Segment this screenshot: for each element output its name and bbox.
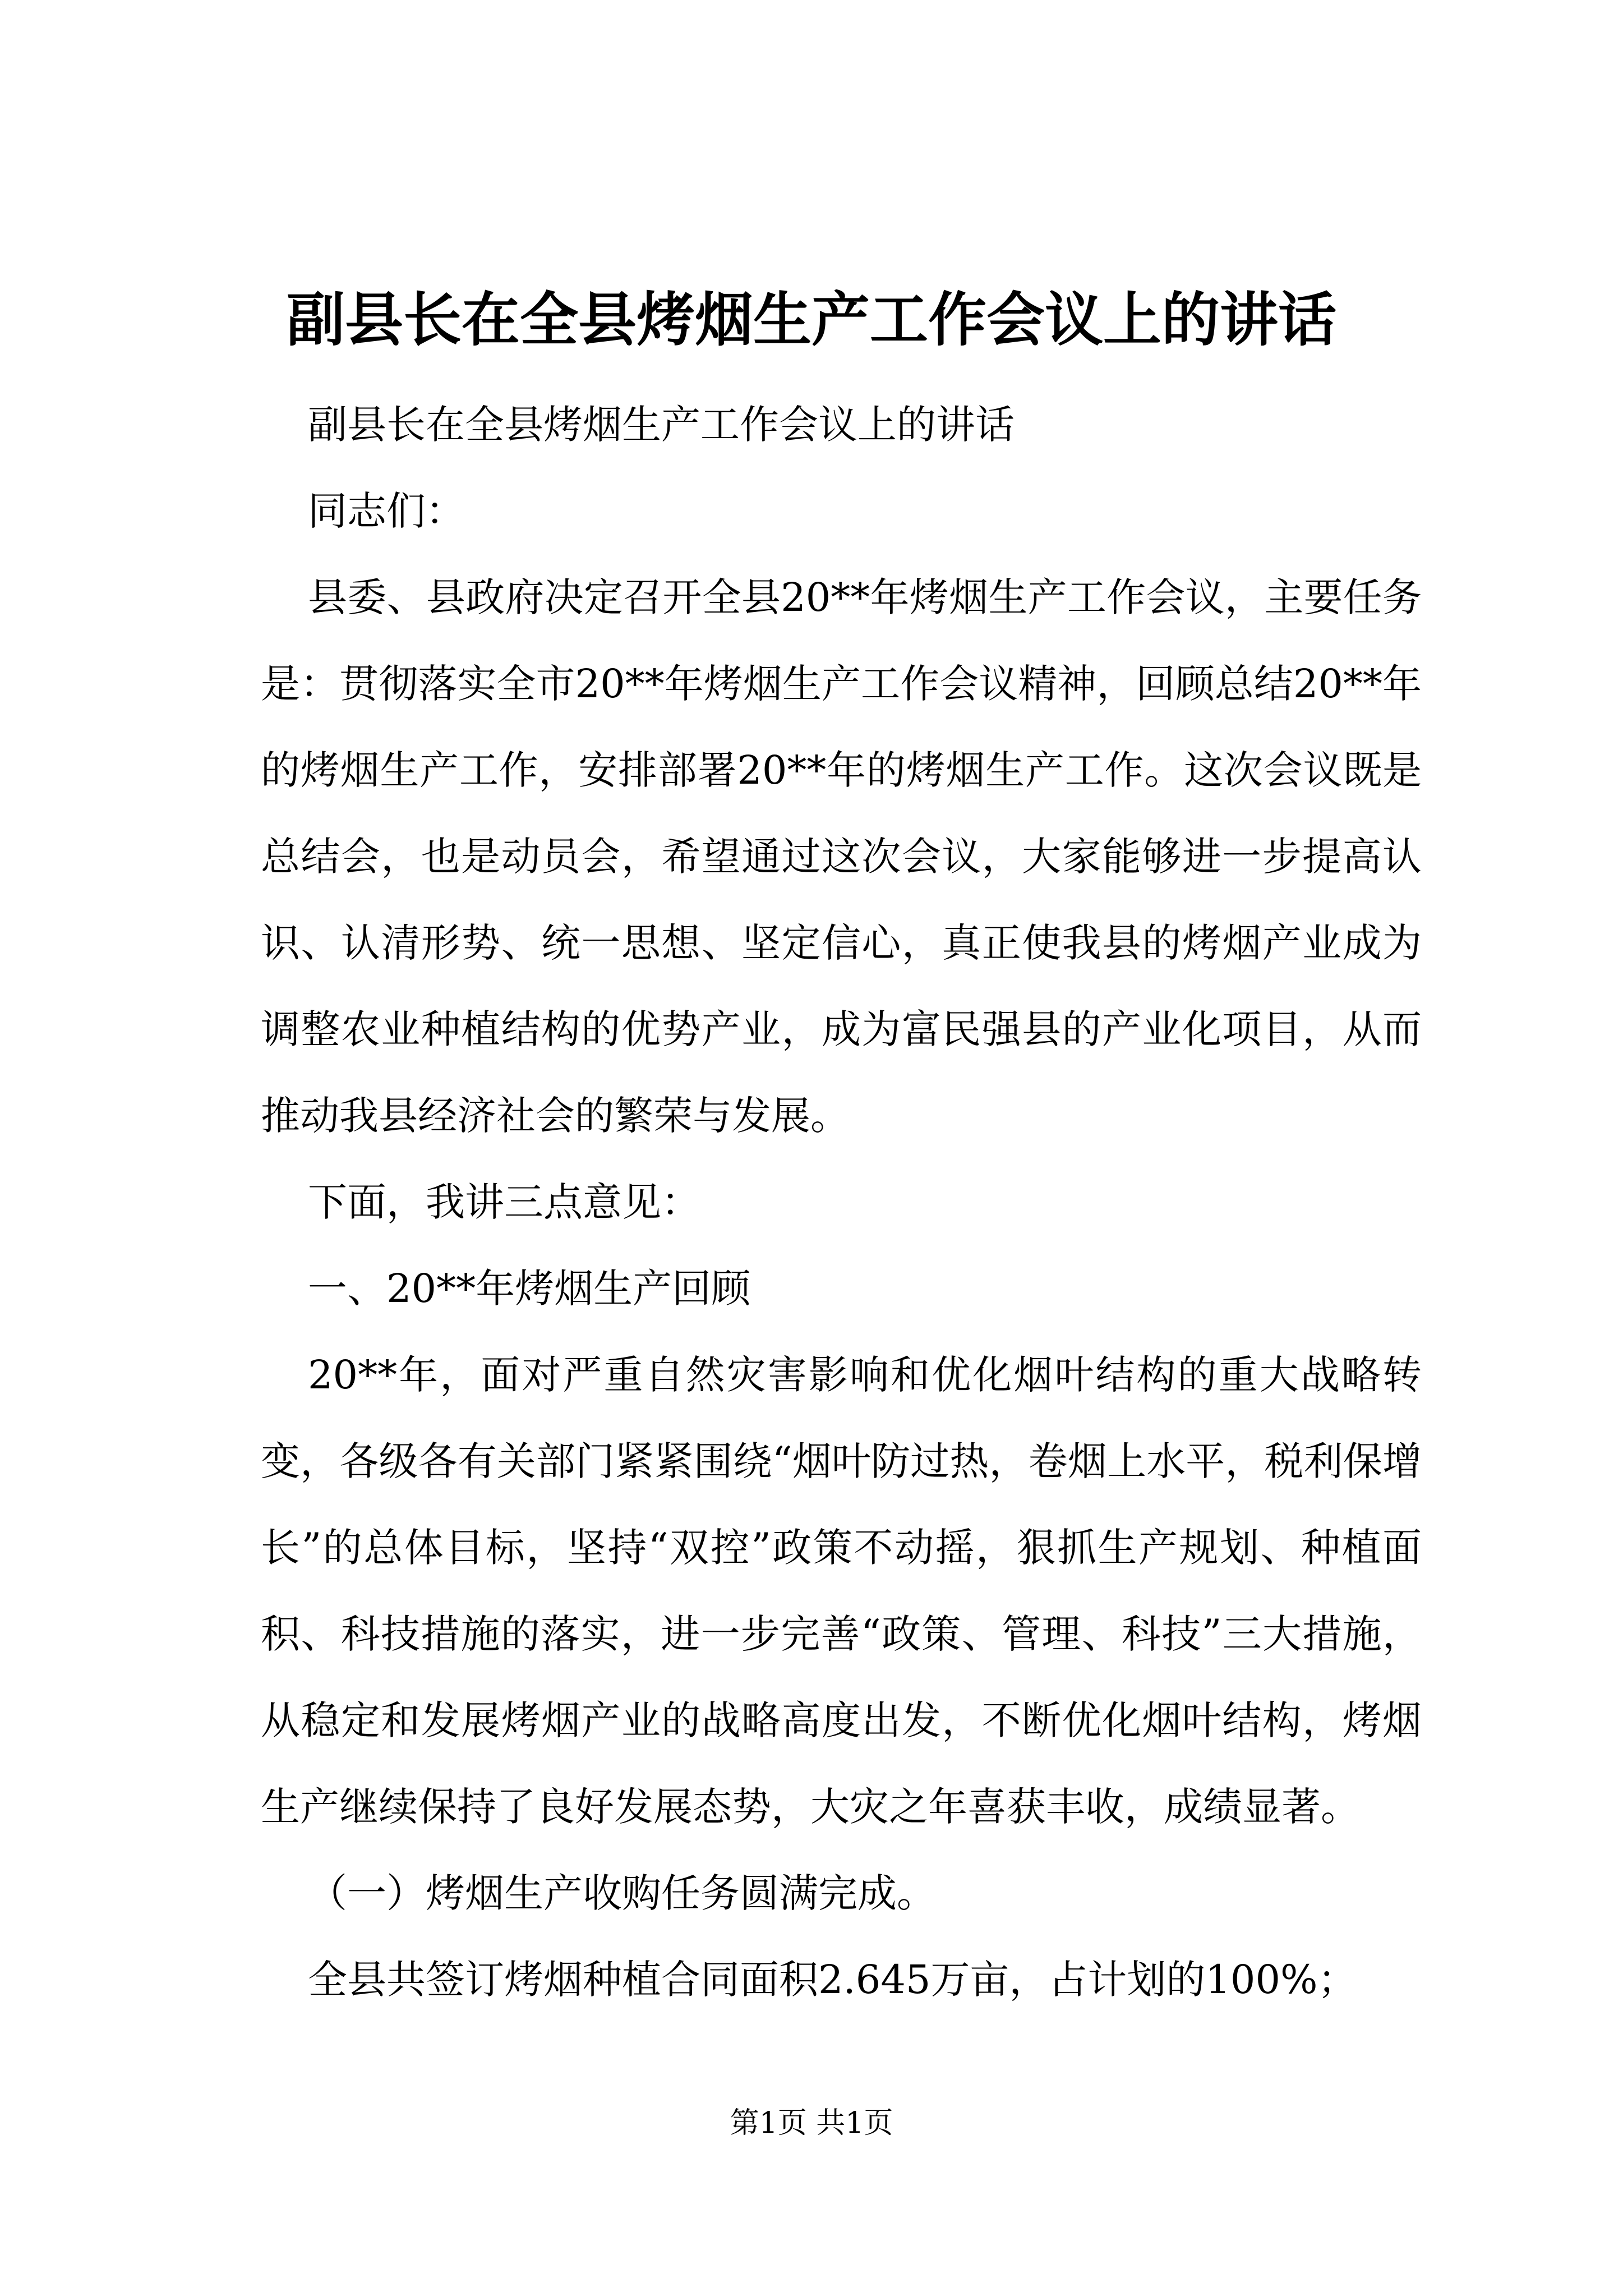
salutation-paragraph: 同志们： [308, 488, 465, 534]
document-title: 副县长在全县烤烟生产工作会议上的讲话 [286, 285, 1336, 354]
review-paragraph: 20**年，面对严重自然灾害影响和优化烟叶结构的重大战略转变，各级各有关部门紧紧围绕“烟叶防过热，卷烟上水平，税利保增长”的总体目标，坚持“双控”政策不动摇，狠抓生产规划、种植面积、科技措施的落实，进一步完善“政策、管理、科技”三大措施，从稳定和发展烤烟产业的战略高度出发，不断优化烟叶结构，烤烟生产继续保持了良好发展态势，大灾之年喜获丰收，成绩显著。 [261, 1352, 1422, 1830]
contract-paragraph: 全县共签订烤烟种植合同面积2.645万亩，占计划的100%； [308, 1957, 1357, 2003]
subsection-heading-1: （一）烤烟生产收购任务圆满完成。 [308, 1870, 936, 1916]
section-heading-1: 一、20**年烤烟生产回顾 [308, 1266, 751, 1312]
document-body [261, 381, 1422, 2023]
subtitle-paragraph: 副县长在全县烤烟生产工作会议上的讲话 [308, 402, 1015, 448]
outline-paragraph: 下面，我讲三点意见： [308, 1179, 700, 1225]
intro-paragraph: 县委、县政府决定召开全县20**年烤烟生产工作会议，主要任务是：贯彻落实全市20**年烤烟生产工作会议精神，回顾总结20**年的烤烟生产工作，安排部署20**年的烤烟生产工作。这次会议既是总结会，也是动员会，希望通过这次会议，大家能够进一步提高认识、认清形势、统一思想、坚定信心，真正使我县的烤烟产业成为调整农业种植结构的优势产业，成为富民强县的产业化项目，从而推动我县经济社会的繁荣与发展。 [261, 574, 1422, 1139]
page-footer: 第1页 共1页 [730, 2106, 893, 2140]
